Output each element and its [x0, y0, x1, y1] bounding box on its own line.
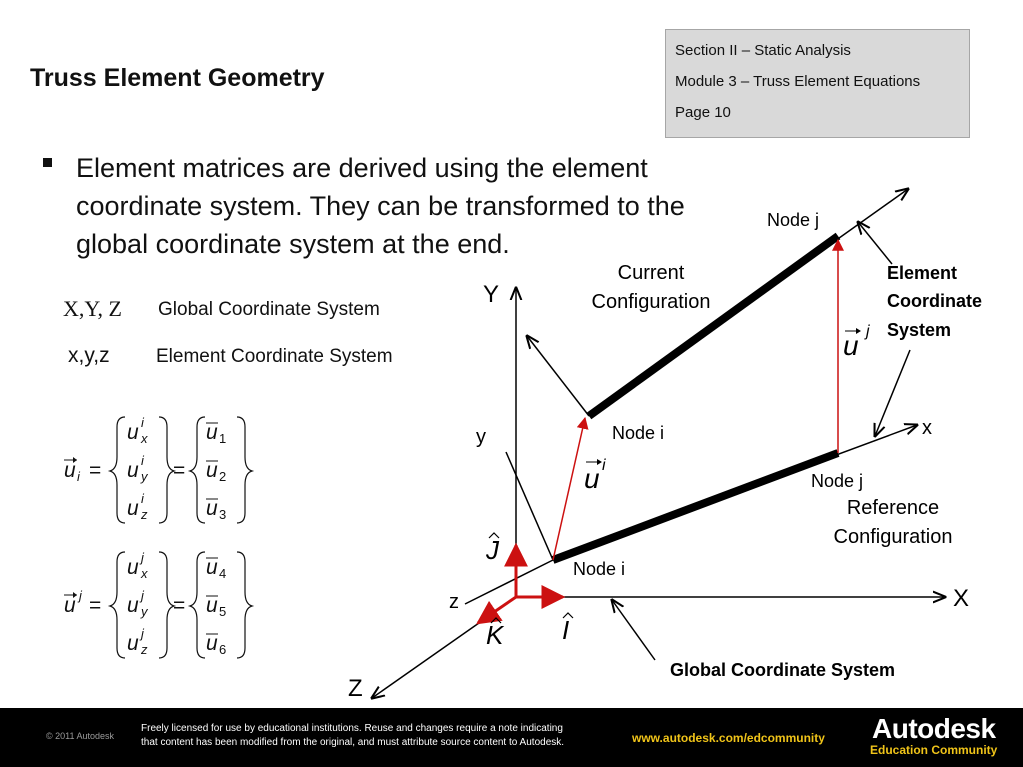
- element-cs-line3: System: [887, 320, 952, 340]
- ui-u3-sub: 3: [219, 507, 227, 522]
- uj-u5: u: [206, 594, 218, 617]
- global-legend-label: Global Coordinate System: [158, 299, 380, 320]
- uj-lhs: u: [64, 594, 76, 617]
- ui-u2-sub: 2: [219, 469, 227, 484]
- ui-uy-sub: y: [141, 469, 148, 484]
- label-u-i-sup: i: [602, 457, 606, 474]
- autodesk-logo: Autodesk: [872, 713, 996, 744]
- label-z: z: [449, 591, 459, 613]
- footer-license: [141, 722, 621, 750]
- ui-lhs: u: [64, 459, 76, 482]
- label-X: X: [953, 585, 970, 612]
- element-cs-line1: Element: [887, 263, 958, 283]
- current-config-line2: Configuration: [591, 291, 711, 313]
- uj-u5-sub: 5: [219, 604, 227, 619]
- ui-ux-sup: i: [141, 415, 144, 430]
- current-element-y-axis: [527, 336, 589, 416]
- uj-uy-sup: j: [141, 588, 144, 603]
- uj-lhs-sup: j: [79, 588, 82, 603]
- ui-uz-sub: z: [141, 507, 148, 522]
- label-J-hat: J: [486, 535, 499, 565]
- element-cs-line2: Coordinate: [887, 291, 983, 311]
- footer-copyright: © 2011 Autodesk: [46, 731, 115, 741]
- label-u-j: u: [843, 330, 859, 361]
- element-legend-label: Element Coordinate System: [156, 346, 393, 367]
- element-symbols: x,y,z: [68, 344, 110, 367]
- module-label: Module 3 – Truss Element Equations: [675, 73, 921, 90]
- label-y: y: [476, 426, 486, 448]
- label-Z: Z: [348, 675, 363, 702]
- global-symbols: X,Y, Z: [63, 296, 122, 321]
- reference-config-line2: Configuration: [833, 526, 953, 548]
- global-cs-callout: Global Coordinate System: [670, 660, 896, 680]
- uj-uy-sub: y: [141, 604, 148, 619]
- ui-u2: u: [206, 459, 218, 482]
- uj-u4: u: [206, 556, 218, 579]
- license-line-2: that content has been modified from the original, and must attribute source content to Autodesk.: [141, 737, 565, 748]
- label-u-j-sup: j: [866, 323, 870, 340]
- eq-sign-2: =: [173, 459, 186, 482]
- label-K-hat: K: [486, 620, 504, 650]
- page-label: Page 10: [675, 104, 731, 121]
- ui-u3: u: [206, 497, 218, 520]
- current-config-line1: Current: [617, 262, 685, 284]
- ui-uy-sup: i: [141, 453, 144, 468]
- uj-uz-sub: z: [141, 642, 148, 657]
- uj-u4-sub: 4: [219, 566, 227, 581]
- license-line-1: Freely licensed for use by educational institutions. Reuse and changes require a note indicating: [141, 723, 563, 734]
- ui-uz: u: [127, 497, 139, 520]
- eq-sign-1: =: [89, 459, 102, 482]
- uj-ux-sub: x: [141, 566, 148, 581]
- uj-uy: u: [127, 594, 139, 617]
- ui-lhs-sub: i: [77, 469, 80, 484]
- reference-config-line1: Reference: [846, 497, 940, 519]
- ui-uz-sup: i: [141, 491, 144, 506]
- displacement-ui-arrow: [553, 418, 585, 560]
- ui-u1-sub: 1: [219, 431, 227, 446]
- ui-ux: u: [127, 421, 139, 444]
- eq-sign-3: =: [89, 594, 102, 617]
- node-j-current-label: Node j: [767, 210, 820, 230]
- uj-uz-sup: j: [141, 626, 144, 641]
- node-i-reference-label: Node i: [573, 559, 626, 579]
- uj-ux: u: [127, 556, 139, 579]
- global-cs-pointer: [612, 600, 655, 660]
- uj-u6-sub: 6: [219, 642, 227, 657]
- ui-uy: u: [127, 459, 139, 482]
- label-x: x: [922, 417, 932, 439]
- eq-sign-4: =: [173, 594, 186, 617]
- uj-u6: u: [206, 632, 218, 655]
- bullet-text: Element matrices are derived using the element coordinate system. They can be transformed to the global coordinate system at the end.: [76, 153, 685, 259]
- slide-title: Truss Element Geometry: [30, 64, 325, 92]
- label-u-i: u: [584, 463, 600, 494]
- label-I-hat: I: [562, 615, 570, 645]
- ui-ux-sub: x: [141, 431, 148, 446]
- uj-ux-sup: j: [141, 550, 144, 565]
- element-cs-pointer-lower: [875, 350, 910, 436]
- uj-uz: u: [127, 632, 139, 655]
- education-community-label: Education Community: [870, 743, 998, 757]
- section-label: Section II – Static Analysis: [675, 42, 851, 59]
- element-cs-pointer-upper: [858, 222, 892, 264]
- element-y-axis: [506, 452, 553, 560]
- node-i-current-label: Node i: [612, 423, 665, 443]
- label-Y: Y: [483, 281, 500, 308]
- ui-u1: u: [206, 421, 218, 444]
- node-j-reference-label: Node j: [811, 471, 864, 491]
- footer-url-link[interactable]: www.autodesk.com/edcommunity: [632, 731, 825, 745]
